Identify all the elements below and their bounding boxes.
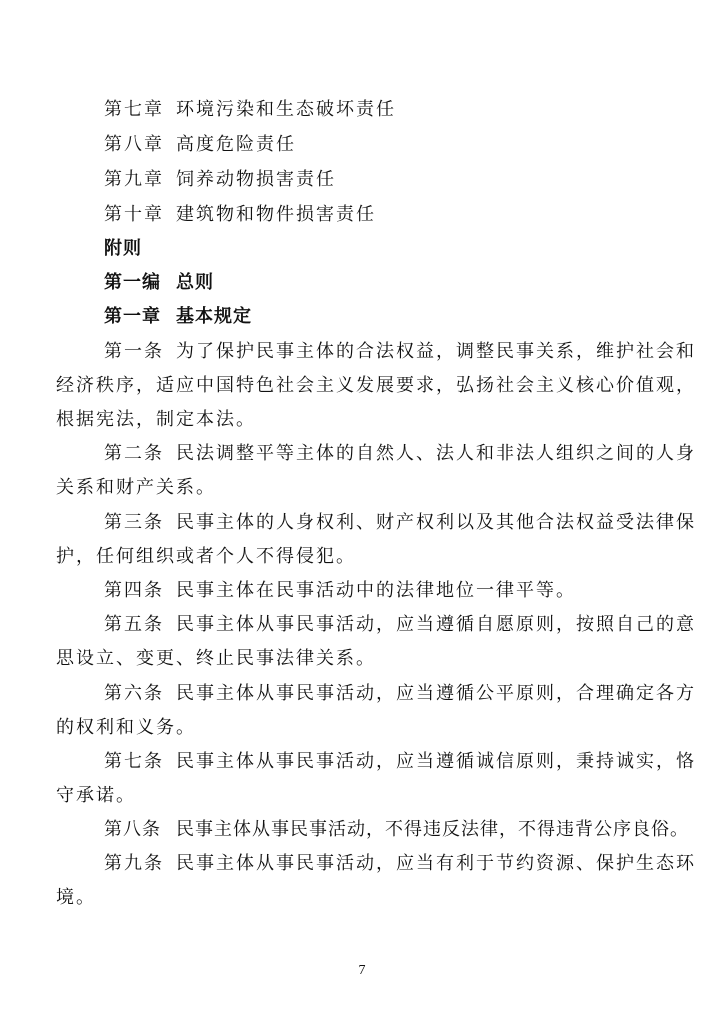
toc-entry	[104, 168, 336, 192]
article-text: 民事主体的人身权利、财产权利以及其他合法权益受法律保	[176, 512, 696, 533]
article-text: 为了保护民事主体的合法权益，调整民事关系，维护社会和	[176, 341, 696, 362]
article-first-line	[104, 682, 696, 706]
article-first-line	[104, 340, 696, 364]
article-first-line	[104, 750, 696, 774]
article-first-line	[104, 613, 696, 637]
article-number: 第三条	[104, 512, 164, 533]
article-first-line	[104, 852, 696, 876]
article-number: 第七条	[104, 751, 164, 772]
chapter-heading	[104, 305, 252, 329]
toc-entry	[104, 133, 296, 157]
article-continuation-line: 的权利和义务。	[56, 717, 196, 738]
toc-chapter-number: 第七章	[104, 99, 164, 120]
toc-chapter-title: 环境污染和生态破坏责任	[176, 99, 396, 120]
article-text: 民事主体从事民事活动，应当遵循公平原则，合理确定各方	[176, 683, 696, 704]
toc-entry	[104, 203, 376, 227]
article-continuation-line: 守承诺。	[56, 785, 136, 806]
article-text: 民事主体从事民事活动，应当遵循自愿原则，按照自己的意	[176, 614, 696, 635]
article-continuation-line: 思设立、变更、终止民事法律关系。	[56, 648, 376, 669]
article-continuation-line: 根据宪法，制定本法。	[56, 409, 256, 430]
article-first-line	[104, 442, 696, 466]
toc-chapter-number: 第八章	[104, 134, 164, 155]
article-number: 第九条	[104, 853, 164, 874]
article-first-line	[104, 511, 696, 535]
article-number: 第五条	[104, 614, 164, 635]
toc-chapter-title: 高度危险责任	[176, 134, 296, 155]
article-continuation-line: 境。	[56, 887, 96, 908]
article-text: 民事主体从事民事活动，不得违反法律，不得违背公序良俗。	[176, 819, 689, 840]
chapter-title: 基本规定	[176, 306, 252, 327]
article-number: 第一条	[104, 341, 164, 362]
article-number: 第四条	[104, 580, 164, 601]
article-first-line	[104, 579, 576, 603]
part-title: 总则	[176, 272, 214, 293]
chapter-number: 第一章	[104, 306, 161, 327]
appendix-heading: 附则	[104, 238, 142, 259]
toc-entry	[104, 98, 396, 122]
article-continuation-line: 经济秩序，适应中国特色社会主义发展要求，弘扬社会主义核心价值观，	[56, 375, 696, 396]
article-number: 第八条	[104, 819, 161, 840]
page-number: 7	[358, 963, 366, 978]
article-text: 民法调整平等主体的自然人、法人和非法人组织之间的人身	[176, 443, 696, 464]
article-text: 民事主体从事民事活动，应当有利于节约资源、保护生态环	[176, 853, 696, 874]
article-continuation-line: 护，任何组织或者个人不得侵犯。	[56, 546, 356, 567]
toc-chapter-title: 建筑物和物件损害责任	[176, 204, 376, 225]
toc-chapter-title: 饲养动物损害责任	[176, 169, 336, 190]
article-text: 民事主体在民事活动中的法律地位一律平等。	[176, 580, 576, 601]
article-text: 民事主体从事民事活动，应当遵循诚信原则，秉持诚实，恪	[176, 751, 696, 772]
part-heading	[104, 271, 214, 295]
part-number: 第一编	[104, 272, 161, 293]
toc-chapter-number: 第十章	[104, 204, 164, 225]
article-first-line	[104, 818, 689, 842]
article-number: 第二条	[104, 443, 164, 464]
article-continuation-line: 关系和财产关系。	[56, 477, 216, 498]
article-number: 第六条	[104, 683, 164, 704]
toc-chapter-number: 第九章	[104, 169, 164, 190]
